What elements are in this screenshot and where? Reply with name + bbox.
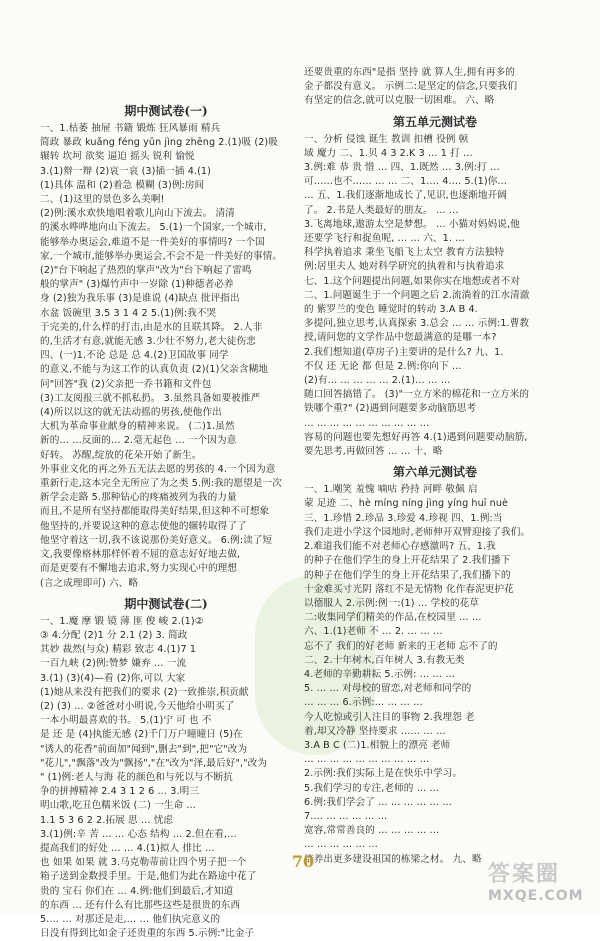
continued-answers bbox=[304, 66, 566, 109]
page-number: 70 bbox=[283, 849, 323, 875]
answer-line: 贵的 宝石 你们在 … 4.例:他们到最后,才知道 bbox=[40, 885, 234, 897]
answer-line: 的东西 … 还有什么有比那些这些是很贵的东西 bbox=[40, 899, 241, 911]
answer-line: 3.(1)辩一辩 (2)哀一哀 (3)插一插 4.(1) bbox=[40, 165, 211, 177]
answer-line: 以德服人 2.示例:例一:(1) … 学校的花草 bbox=[304, 597, 480, 609]
answer-line: 重新行走,这本完全无所应了为之类 5.例:我的愿望是一次 bbox=[40, 478, 282, 490]
answer-line: 7.… … … … … … bbox=[304, 810, 388, 822]
answer-line: 的,生活才有意,就能无感 3.少壮不努力,老大徒伤悲 bbox=[40, 336, 256, 348]
answer-line: 是 还 是 (4)执能无感 (2)千门万户曈曈日 (5)在 bbox=[40, 729, 243, 741]
answer-line: 宽容,常常善良的 … … … … … bbox=[304, 825, 440, 837]
answer-line: 科学执着追求 秉坐飞船飞上太空 教育方法独特 bbox=[304, 247, 505, 259]
answer-line: 3.(1) (3)(4)—看 (2)你,可以 大家 bbox=[40, 672, 186, 684]
answer-line: 了。 2.书是人类最好的朋友。 … … bbox=[304, 204, 459, 216]
left-column bbox=[40, 0, 292, 940]
answer-line: (1)具体 温和 (2)着急 模糊 (3)例:房间 bbox=[40, 179, 205, 191]
answer-line: 一、分析 侵蚀 诞生 教训 扣槽 役例 顿 bbox=[304, 133, 469, 145]
answer-line: 水盆 饭碗里 3.5 3 1 4 2 5.(1)例:我不哭 bbox=[40, 307, 217, 319]
answer-line: 争的拼搏精神 2.4 3 1 2 6 … 3.明三 bbox=[40, 786, 200, 798]
answer-line: 容易的问题也要先想好再答 4.(1)遇到问题要动脑筋, bbox=[304, 431, 528, 443]
answer-line: 5.… … 对那还是走,… … 他们执完意义的 bbox=[40, 913, 221, 925]
answer-line: 般的掌声" (3)爆竹声中一岁除 (1)种德者必养 bbox=[40, 279, 234, 291]
answer-line: 可……也不…… … … 二、1.… 4.… 5.(1)你… bbox=[304, 176, 508, 188]
answer-line: 3.(1)例:辛 苦 … … 心态 结构 … 2.但在看,… bbox=[40, 828, 237, 840]
answer-line: 新的… …反面的… 2.毫无起色 … 一个因为意 bbox=[40, 435, 237, 447]
answer-line: 也 如果 如果 就 3.马克勒蒂前让四个男子把一个 bbox=[40, 857, 247, 869]
answer-line: 域 魔力 二、1.贝 4 3 2.K 3 … 1 打 … bbox=[304, 147, 473, 159]
answer-line: (2)"台下响起了热烈的掌声"改为"台下响起了雷鸣 bbox=[40, 265, 252, 277]
answer-line: 好转。 苏醒,绽放的花朵开始了新生。 bbox=[40, 449, 202, 461]
answer-line: 二、2.十年树木,百年树人 3.有教无类 bbox=[304, 654, 465, 666]
answer-line: (2)例:溪水欢快地唱着歌儿向山下流去。 清清 bbox=[40, 208, 235, 220]
answer-line: 6.例:我们学会了 … … … … … … bbox=[304, 796, 452, 808]
answer-line: 的溪水哗哗地向山下流去。 5.(1)一个国家,一个城市, bbox=[40, 222, 267, 234]
answer-line: 授,请问您的文学作品中您最满意的是哪一本? bbox=[304, 332, 497, 344]
answer-line: 他坚持的,并要说这种的意志使他的辗转取得了了 bbox=[40, 520, 247, 532]
answer-line: 身 (2)独为我乐事 (3)是谁说 (4)缺点 批评指出 bbox=[40, 293, 240, 305]
unit-6-test-title: 第六单元测试卷 bbox=[392, 465, 477, 480]
answer-line: 随口回答搞错了。 (3)"一立方米的棉花和一立方米的 bbox=[304, 389, 530, 401]
logo-main-text: 答案圈 bbox=[488, 862, 561, 887]
answer-line: " (1)例:老人与海 花的颜色和与死以与不断抗 bbox=[40, 771, 233, 783]
answer-line: ③ 4.分配 (2)1 分 2.1 (2) 3. 简政 bbox=[40, 629, 188, 641]
answer-line: (4)所以以这的就无法动摇的男孩,使他作出 bbox=[40, 407, 222, 419]
answer-line: 有坚定的信念,就可以克服一切困难。 六、略 bbox=[304, 95, 495, 107]
answer-line: 5. … … 对母校的留恋,对老师和同学的 bbox=[304, 683, 472, 695]
answer-line: 大机为革命事业献身的精神来说。 (二)1.虽然 bbox=[40, 421, 235, 433]
answer-line: 明山歌,吃丑色糯米饭 (二) 一生命 … bbox=[40, 800, 196, 812]
answer-line: 不仅 还 无论 都 但是 2.例:你向下 … bbox=[304, 360, 462, 372]
answer-line: 新学会走路 5.那种钻心的疼痛被列为我的力量 bbox=[40, 492, 237, 504]
answer-line: 2.我们想知道(草房子)主要讲的是什么? 九、1. bbox=[304, 346, 504, 358]
answer-line: 十金难买寸光阴 落红不是无情物 化作春泥更护花 bbox=[304, 583, 514, 595]
unit-5-test-answers bbox=[304, 133, 566, 460]
answer-line: (言之成理即可) 六、略 bbox=[40, 577, 139, 589]
answer-line: (1)她从来没有把我们的要求 (2)一致推崇,积贡献 bbox=[40, 686, 249, 698]
answer-line: 着,却又冷静 坚持要求 …… … … bbox=[304, 725, 446, 737]
answer-line: 金子都没有意义。 示例二:是坚定的信念,只要我们 bbox=[304, 81, 518, 93]
answer-line: (3)工友阅报三就不抓私扔。 3.虽然具备如要被推严 bbox=[40, 392, 261, 404]
answer-line: 而是更要有不懈地去追求,努力实现心中的理想 bbox=[40, 563, 238, 575]
answer-line: 七、1.这个问题提出问题,如果你实在地想或者不对 bbox=[304, 275, 521, 287]
answer-line: 箱子送到金数授手里。于是,他们为此在路途中花了 bbox=[40, 871, 257, 883]
answer-line: 而且,不是所有坚持都能取得美好结果,但这种不可想象 bbox=[40, 506, 270, 518]
answer-line: 辗转 坎坷 欲奖 逼迫 摇头 锐利 愉悦 bbox=[40, 151, 195, 163]
answer-line: 其妙 裁然(与众) 精彩 致志 4.(1)7 1 bbox=[40, 644, 197, 656]
answer-line: 3.例:难 恭 贵 惜 … 四、1.既然 … 3.例:打 … bbox=[304, 162, 500, 174]
answer-line: 4.老师的辛勤耕耘 5.示例: … … … bbox=[304, 668, 455, 680]
right-column bbox=[304, 0, 566, 880]
answer-line: 简政 暴政 kuǎng féng yǔn jìng zhēng 2.(1)吸 (2)吸 bbox=[40, 137, 278, 149]
answer-line: 二、1.问题诞生于一个问题之后 2.流淌着的江水清澈 bbox=[304, 289, 530, 301]
answer-line: … … … 6.示例:… … … … bbox=[304, 697, 423, 709]
answer-line: 外事业文化的再之外五无法去愿的男孩的 4.一个因为意 bbox=[40, 463, 276, 475]
answer-line: 的种子在他们学生的身上开花结果了,我们播下的 bbox=[304, 569, 511, 581]
answer-line: 2.难道我们能不对老师心存感激吗? 五、1.我 bbox=[304, 541, 496, 553]
answer-line: 一百九峡 (2)例:赞梦 嫌弃 … 一流 bbox=[40, 658, 187, 670]
answer-line: 还要学飞行和捉鱼呢, … … 六、1. … bbox=[304, 233, 465, 245]
answer-line: 忘不了 我们的好老师 新来的王老师 忘不了的 bbox=[304, 640, 498, 652]
midterm-test-2-answers bbox=[40, 615, 292, 941]
answer-line: 于完美的,什么样的打击,由是水的且联其降。 2.人非 bbox=[40, 321, 263, 333]
logo-sub-text: MXQE.COM bbox=[488, 888, 584, 904]
midterm-test-1-title: 期中测试卷(一) bbox=[124, 104, 208, 118]
answer-line: 铁哪个重?" (2)遇到问题要多动脑筋思考 bbox=[304, 403, 477, 415]
answer-line: 的 紫罗兰的变色 睡觉时的转动 3.A B 4. bbox=[304, 304, 478, 316]
answer-line: 2.示例:我们实际上是在快乐中学习。 bbox=[304, 768, 463, 780]
unit-6-test-answers bbox=[304, 483, 566, 866]
answer-line: 一、1.魔 摩 锻 镜 薄 匪 俊 峻 2.(1)② bbox=[40, 615, 204, 627]
answer-line: … … … … … … … … … … bbox=[304, 754, 430, 766]
answer-line: 日没有得到比如金子还贵重的东西 5.示例:"比金子 bbox=[40, 928, 255, 940]
answer-line: 一、1.嘲笑 羞愧 嘀咕 矜持 河畔 敬佩 启 bbox=[304, 484, 478, 496]
midterm-test-1-answers bbox=[40, 122, 292, 591]
answer-line: … … … … … … … … … … bbox=[304, 417, 430, 429]
answer-line: 培养出更多建设祖国的栋梁之材。 九、略 bbox=[304, 853, 482, 865]
answer-line: 文,我要像格林那样怀着不屈的意志好好地去做, bbox=[40, 549, 241, 561]
answer-line: 四、(一)1.不论 总是 总 4.(2)卫国故事 同学 bbox=[40, 350, 229, 362]
answer-line: 一、1.枯萎 抽屉 书籍 锻炼 狂风暴雨 精兵 bbox=[40, 123, 221, 134]
answer-line: 三、1.珍惜 2.珍品 3.珍爱 4.珍视 四、1.例:当 bbox=[304, 512, 503, 524]
answer-line: "花儿","飘落"改为"飘扬","在"改为"泽,最后好","改为 bbox=[40, 757, 268, 769]
answer-line: 多提问,独立思考,认真探索 3.总会 … … 示例:1.曹教 bbox=[304, 318, 530, 330]
answer-line: 问"回答"我 (2)父亲把一乔书籍和文件包 bbox=[40, 378, 212, 390]
site-logo bbox=[488, 862, 592, 908]
answer-line: 六、1.(1)老师 不 … 2. … … … bbox=[304, 626, 443, 638]
answer-line: 能够举办奥运会,难道不是一件美好的事情吗? 一个国 bbox=[40, 236, 265, 248]
answer-line: 二:收集同学们精美的作品,在校园里 … … bbox=[304, 612, 482, 624]
answer-line: 例:居里夫人 她对科学研究的执着和与执着追求 bbox=[304, 261, 505, 273]
answer-line: 我们走进小学这个园地时,老师伸开双臂迎接了我们。 bbox=[304, 526, 531, 538]
answer-line: (2)有… … … … … 2.(1)… … … bbox=[304, 375, 451, 387]
answer-line: 3.飞离地球,遨游太空是梦想。 … 小猫对妈妈说,他 bbox=[304, 218, 520, 230]
answer-line: 3.A B C (二)1.相貌上的漂亮 老师 bbox=[304, 739, 451, 751]
answer-line: 提高我们的好处 … … 4.(1)拟人 排比 … bbox=[40, 842, 215, 854]
answer-line: 他坚守着这一切,我不该说那份美好意义。 6.例:读了短 bbox=[40, 534, 273, 546]
answer-line: 家,一个城市,能够举办奥运会,不会不是一件美好的事情。 bbox=[40, 250, 283, 262]
answer-line: 二、(1)这里的景色多么美啊! bbox=[40, 194, 165, 206]
answer-line: 5.我们学习的专注,老师的 … … bbox=[304, 782, 440, 794]
answer-line: 蒙 足迹 二、hè míng níng jìng yíng huī nuè bbox=[304, 498, 509, 510]
answer-line: 还要贵重的东西"是指 坚持 就 算人生,拥有再多的 bbox=[304, 67, 515, 78]
answer-line: 要先思考,再做回答 … … 十、略 bbox=[304, 446, 443, 458]
answer-line: 1.1 5 3 6 2 2.拓展 思 … 忧虑 bbox=[40, 814, 174, 826]
answer-line: 一本小明最喜欢的书。 5.(1)宁 可 也 不 bbox=[40, 715, 212, 727]
answer-line: "诱人的花香"前面加"闻到",删去"到",把"它"改为 bbox=[40, 743, 248, 755]
unit-5-test-title: 第五单元测试卷 bbox=[392, 114, 477, 129]
answer-line: 今人吃惊或引人注目的事物 2.我埋怨 老 bbox=[304, 711, 475, 723]
answer-line: (2) (3) … ②爸爸对小明说,今天他给小明买了 bbox=[40, 700, 235, 712]
midterm-test-2-title: 期中测试卷(二) bbox=[124, 596, 208, 611]
answer-line: 的意义,不能与为这工作的认真负责 (2)(1)父亲含糊地 bbox=[40, 364, 268, 376]
answer-line: … … … … … … bbox=[304, 839, 378, 851]
answer-line: 的种子在他们学生的身上开花结果了 2.我们播下 bbox=[304, 555, 511, 567]
answer-line: … 五、1.我们逐渐地成长了,见识,也逐渐地开阔 bbox=[304, 190, 507, 202]
